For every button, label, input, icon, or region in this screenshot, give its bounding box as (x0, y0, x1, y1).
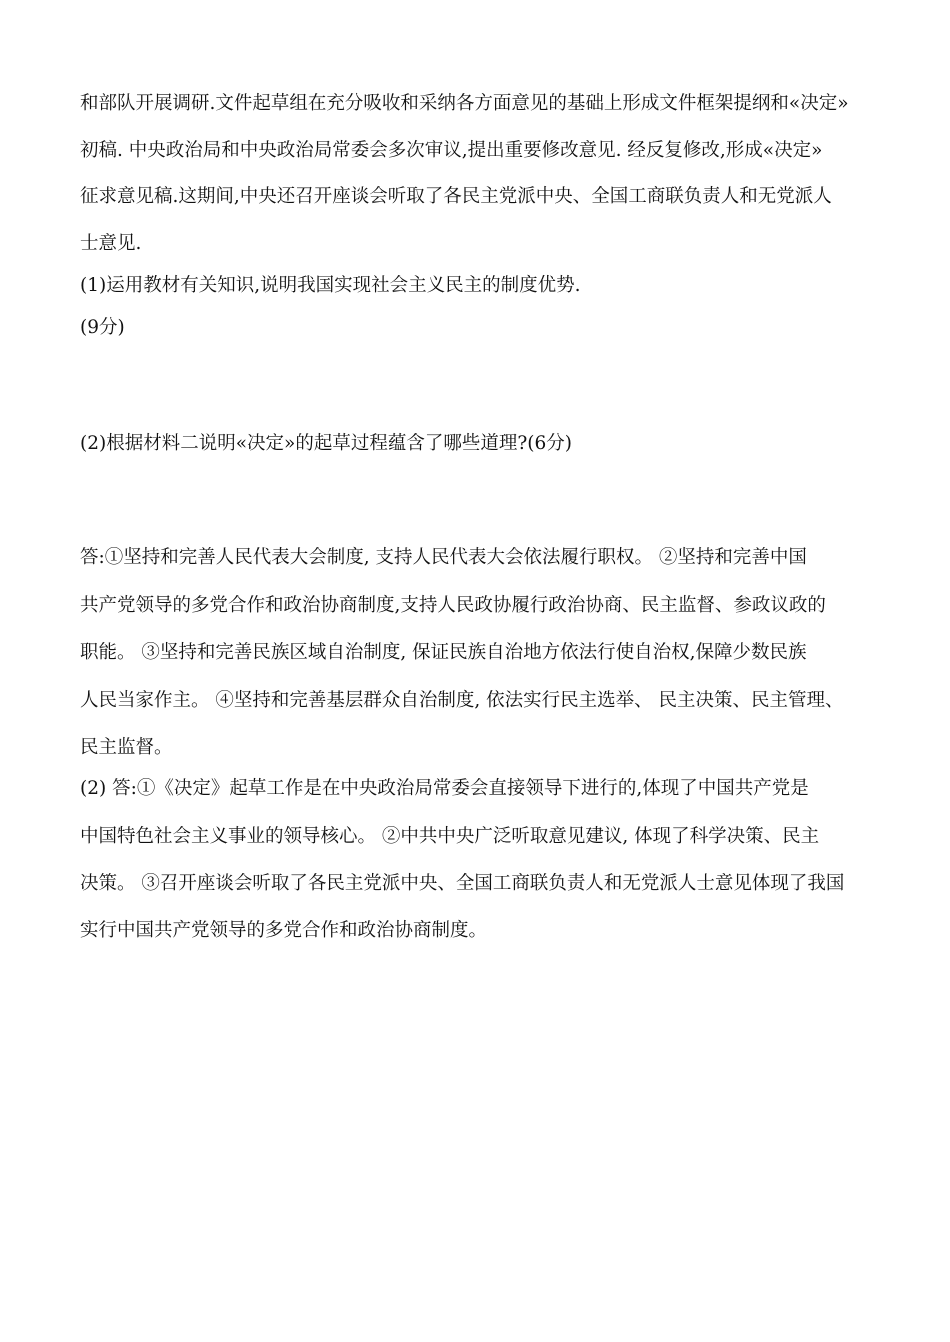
answer-1-line-2: 共产党领导的多党合作和政治协商制度,支持人民政协履行政治协商、民主监督、参政议政的 (80, 595, 826, 616)
answer-1-line-3: 职能。 ③坚持和完善民族区域自治制度, 保证民族自治地方依法行使自治权,保障少数民族 (80, 642, 807, 663)
material-line-1: 和部队开展调研.文件起草组在充分吸收和采纳各方面意见的基础上形成文件框架提纲和«决定» (80, 93, 849, 114)
question-2-text: (2)根据材料二说明«决定»的起草过程蕴含了哪些道理?(6分) (80, 433, 572, 454)
answer-2-line-3: 决策。 ③召开座谈会听取了各民主党派中央、全国工商联负责人和无党派人士意见体现了我国 (80, 873, 845, 894)
question-1-score: (9分) (80, 317, 125, 338)
answer-1-line-5: 民主监督。 (80, 737, 173, 758)
answer-1-line-4: 人民当家作主。 ④坚持和完善基层群众自治制度, 依法实行民主选举、 民主决策、民主管理、 (80, 690, 844, 711)
material-line-2: 初稿. 中央政治局和中央政治局常委会多次审议,提出重要修改意见. 经反复修改,形成«决定» (80, 140, 823, 161)
answer-2-line-4: 实行中国共产党领导的多党合作和政治协商制度。 (80, 920, 488, 941)
answer-1-line-1: 答:①坚持和完善人民代表大会制度, 支持人民代表大会依法履行职权。 ②坚持和完善中国 (80, 547, 807, 568)
question-1-text: (1)运用教材有关知识,说明我国实现社会主义民主的制度优势. (80, 275, 581, 296)
answer-2-line-1: (2) 答:①《决定》起草工作是在中央政治局常委会直接领导下进行的,体现了中国共产党是 (80, 778, 809, 799)
material-line-3: 征求意见稿.这期间,中央还召开座谈会听取了各民主党派中央、全国工商联负责人和无党派人 (80, 186, 832, 207)
material-line-4: 士意见. (80, 233, 142, 254)
answer-2-line-2: 中国特色社会主义事业的领导核心。 ②中共中央广泛听取意见建议, 体现了科学决策、民主 (80, 826, 820, 847)
